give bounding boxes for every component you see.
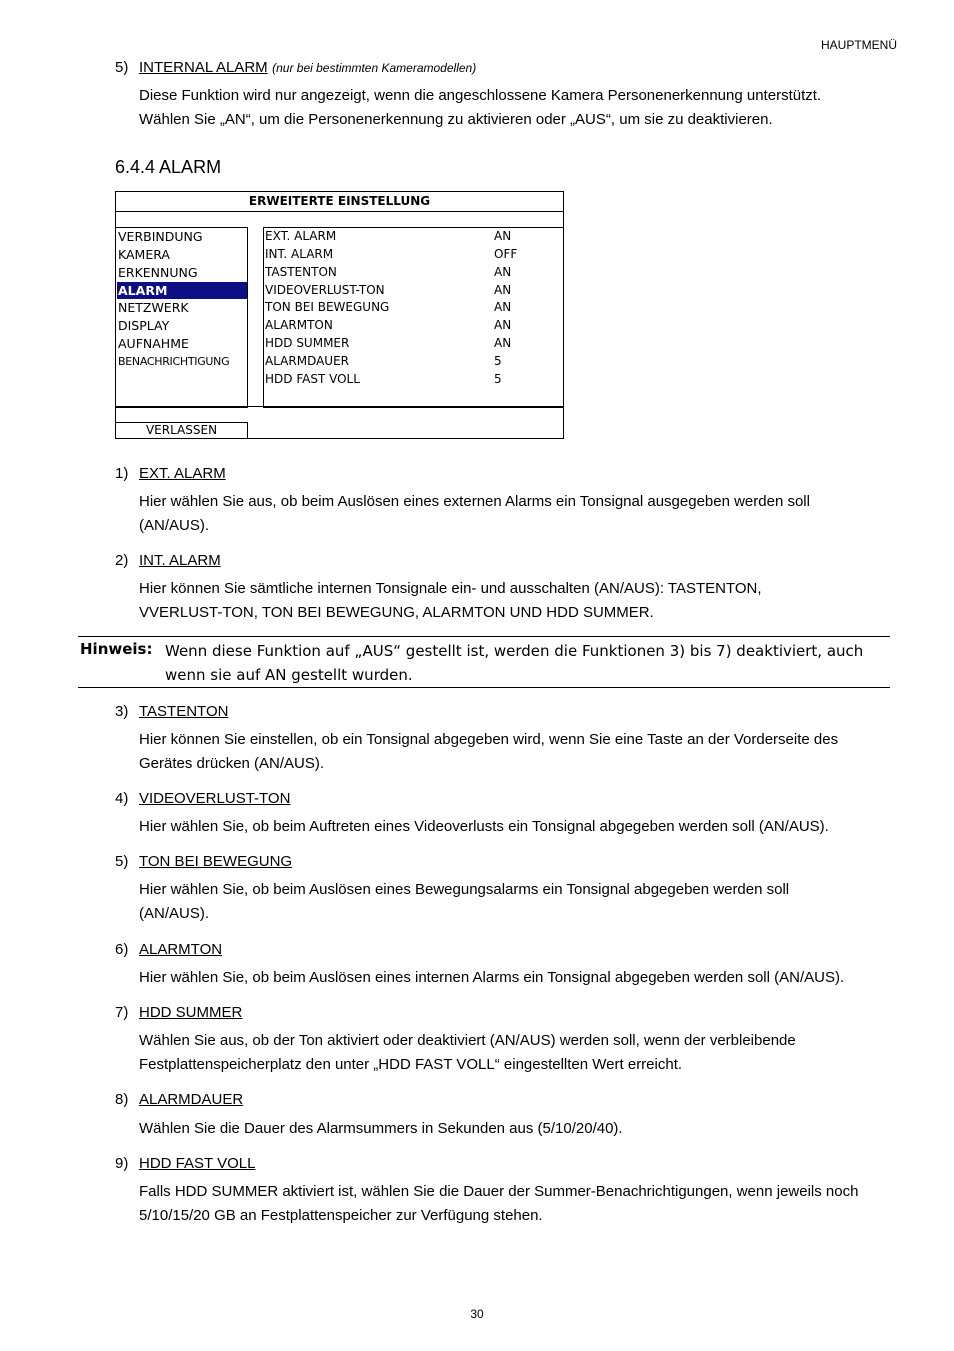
text-line: Hier können Sie sämtliche internen Tonsignale ein- und ausschalten (AN/AUS): TASTENTON,: [139, 580, 762, 597]
menu-item-aufnahme[interactable]: AUFNAHME: [118, 336, 189, 351]
item-description: [139, 1117, 899, 1141]
text-line: Hier wählen Sie, ob beim Auslösen eines Bewegungsalarms ein Tonsignal abgegeben werden soll: [139, 881, 790, 898]
text-line: wenn sie auf AN gestellt wurden.: [165, 666, 413, 684]
setting-value[interactable]: 5: [494, 372, 502, 386]
page-number: 30: [470, 1307, 484, 1321]
settings-menu-screenshot: [115, 191, 564, 439]
section-heading: 6.4.4 ALARM: [115, 157, 222, 177]
item-number: 9): [115, 1155, 129, 1172]
setting-value[interactable]: OFF: [494, 247, 518, 261]
note-top-rule: [78, 636, 890, 637]
text-line: 5/10/15/20 GB an Festplattenspeicher zur Verfügung stehen.: [139, 1207, 543, 1224]
menu-item-kamera[interactable]: KAMERA: [118, 247, 170, 262]
item-description: [139, 577, 899, 625]
setting-value[interactable]: AN: [494, 283, 512, 297]
text-line: Wenn diese Funktion auf „AUS“ gestellt ist, werden die Funktionen 3) bis 7) deaktiviert, auch: [165, 642, 864, 660]
text-line: Festplattenspeicherplatz den unter „HDD FAST VOLL“ eingestellten Wert erreicht.: [139, 1056, 683, 1073]
setting-label: TASTENTON: [265, 265, 337, 279]
item-description: [139, 878, 899, 926]
text-line: Wählen Sie die Dauer des Alarmsummers in Sekunden aus (5/10/20/40).: [139, 1120, 623, 1137]
text-line: VVERLUST-TON, TON BEI BEWEGUNG, ALARMTON UND HDD SUMMER.: [139, 604, 654, 621]
item-number: 1): [115, 465, 129, 482]
menu-item-erkennung[interactable]: ERKENNUNG: [118, 265, 198, 280]
item-title: ALARMDAUER: [139, 1091, 244, 1108]
item-number: 2): [115, 552, 129, 569]
item-number: 7): [115, 1004, 129, 1021]
item-title: INTERNAL ALARM: [139, 59, 268, 76]
menu-item-netzwerk[interactable]: NETZWERK: [118, 300, 189, 315]
setting-value[interactable]: AN: [494, 265, 512, 279]
item-number: 4): [115, 790, 129, 807]
menu-title: ERWEITERTE EINSTELLUNG: [116, 192, 563, 212]
item-subtitle: (nur bei bestimmten Kameramodellen): [272, 61, 477, 75]
setting-label: ALARMDAUER: [265, 354, 350, 368]
item-number: 5): [115, 59, 129, 76]
setting-value[interactable]: AN: [494, 300, 512, 314]
text-line: (AN/AUS).: [139, 905, 210, 922]
item-description: [139, 1180, 929, 1228]
item-title: ALARMTON: [139, 941, 223, 958]
exit-button[interactable]: VERLASSEN: [116, 422, 248, 438]
note-text: [165, 639, 895, 687]
item-number: 6): [115, 941, 129, 958]
item-number: 5): [115, 853, 129, 870]
menu-divider: [116, 406, 563, 407]
setting-label: ALARMTON: [265, 318, 333, 332]
menu-item-verbindung[interactable]: VERBINDUNG: [118, 229, 203, 244]
item-title: INT. ALARM: [139, 552, 221, 569]
item-description: [139, 728, 899, 776]
item-title: TASTENTON: [139, 703, 229, 720]
item-title: HDD FAST VOLL: [139, 1155, 256, 1172]
menu-item-display[interactable]: DISPLAY: [118, 318, 170, 333]
text-line: Hier wählen Sie, ob beim Auftreten eines Videoverlusts ein Tonsignal abgegeben werden soll (AN/AUS).: [139, 818, 829, 835]
setting-label: HDD SUMMER: [265, 336, 350, 350]
setting-value[interactable]: AN: [494, 336, 512, 350]
text-line: Diese Funktion wird nur angezeigt, wenn die angeschlossene Kamera Personenerkennung unterstützt.: [139, 87, 822, 104]
item-description: [139, 1029, 899, 1077]
item-title: VIDEOVERLUST-TON: [139, 790, 291, 807]
item-title: HDD SUMMER: [139, 1004, 243, 1021]
item-description: [139, 490, 899, 538]
item-description: [139, 84, 899, 132]
setting-label: EXT. ALARM: [265, 229, 337, 243]
setting-value[interactable]: AN: [494, 318, 512, 332]
setting-label: HDD FAST VOLL: [265, 372, 360, 386]
text-line: Hier wählen Sie, ob beim Auslösen eines internen Alarms ein Tonsignal abgegeben werden soll (AN/AUS).: [139, 969, 845, 986]
text-line: Hier wählen Sie aus, ob beim Auslösen eines externen Alarms ein Tonsignal ausgegeben werden soll: [139, 493, 810, 510]
text-line: Hier können Sie einstellen, ob ein Tonsignal abgegeben wird, wenn Sie eine Taste an der Vorderseite des: [139, 731, 839, 748]
setting-label: VIDEOVERLUST-TON: [265, 283, 385, 297]
item-description: [139, 966, 929, 990]
item-number: 3): [115, 703, 129, 720]
item-title: EXT. ALARM: [139, 465, 226, 482]
text-line: Wählen Sie „AN“, um die Personenerkennung zu aktivieren oder „AUS“, um sie zu deaktivieren.: [139, 111, 773, 128]
setting-value[interactable]: 5: [494, 354, 502, 368]
text-line: Wählen Sie aus, ob der Ton aktiviert oder deaktiviert (AN/AUS) werden soll, wenn der verbleibende: [139, 1032, 796, 1049]
item-title: TON BEI BEWEGUNG: [139, 853, 293, 870]
text-line: (AN/AUS).: [139, 517, 210, 534]
item-number: 8): [115, 1091, 129, 1108]
page-header-section: HAUPTMENÜ: [820, 38, 897, 52]
menu-item-alarm-selected[interactable]: ALARM: [117, 282, 247, 299]
note-label: Hinweis:: [80, 640, 153, 658]
setting-label: INT. ALARM: [265, 247, 334, 261]
setting-value[interactable]: AN: [494, 229, 512, 243]
text-line: Gerätes drücken (AN/AUS).: [139, 755, 325, 772]
note-bottom-rule: [78, 687, 890, 688]
item-description: [139, 815, 919, 839]
text-line: Falls HDD SUMMER aktiviert ist, wählen Sie die Dauer der Summer-Benachrichtigungen, wenn jeweils noch: [139, 1183, 859, 1200]
setting-label: TON BEI BEWEGUNG: [265, 300, 390, 314]
item-heading: [139, 59, 476, 77]
menu-item-benachrichtigung[interactable]: BENACHRICHTIGUNG: [118, 355, 230, 368]
